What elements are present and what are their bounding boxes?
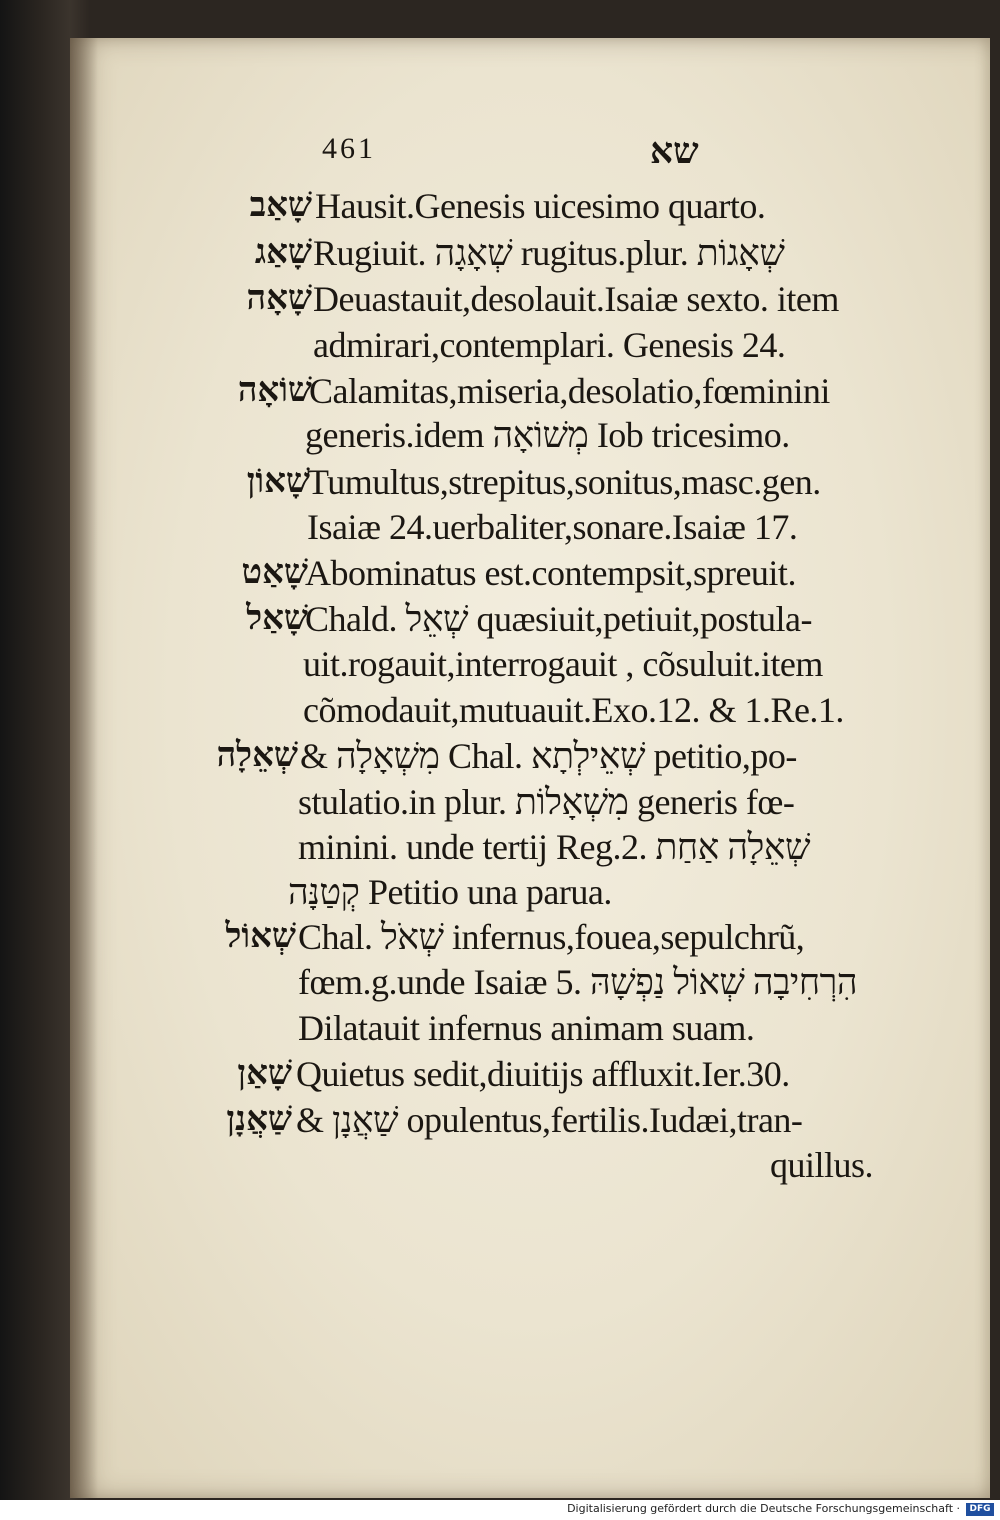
entry-line: stulatio.in plur. מִשְׁאָלוֹת generis fœ- (298, 782, 795, 822)
entry-line: fœm.g.unde Isaiæ 5. הִרְחִיבָה שְׁאוֹל נַפְשָׁהּ (298, 962, 858, 1002)
headword: שָׁאָה (246, 280, 312, 317)
entry-line: Dilatauit infernus animam suam. (298, 1008, 755, 1048)
headword: שׁוֹאָה (237, 372, 312, 409)
entry-line: Chal. שְׁאֹל infernus,fouea,sepulchrũ, (298, 917, 805, 957)
entry-line: generis.idem מְשׁוֹאָה Iob tricesimo. (305, 415, 790, 455)
headword: שָׁאוֹן (246, 463, 310, 500)
digitization-footer (0, 1500, 1000, 1520)
entry-line: קְטַנָּה Petitio una parua. (288, 872, 612, 912)
running-head: שא (650, 131, 699, 171)
headword: שָׁאַג (254, 234, 312, 271)
entry-line: admirari,contemplari. Genesis 24. (313, 325, 786, 365)
entry-line: Hausit.Genesis uicesimo quarto. (315, 186, 766, 226)
digitization-credit: Digitalisierung gefördert durch die Deutsche Forschungsgemeinschaft · (567, 1502, 960, 1515)
headword: שְׁאוֹל (225, 918, 296, 955)
entry-line: Quietus sedit,diuitijs affluxit.Ier.30. (296, 1054, 790, 1094)
page-number: 461 (322, 132, 376, 165)
entry-line: Calamitas,miseria,desolatio,fœminini (309, 371, 830, 411)
dfg-logo: DFG (966, 1503, 994, 1516)
entry-line: Deuastauit,desolauit.Isaiæ sexto. item (313, 279, 839, 319)
entry-line: uit.rogauit,interrogauit , cõsuluit.item (303, 644, 823, 684)
entry-line: cõmodauit,mutuauit.Exo.12. & 1.Re.1. (303, 690, 844, 730)
headword: שָׁאַב (249, 187, 312, 224)
entry-line: & מִשְׁאָלָה Chal. שְׁאֵילְתָא petitio,po- (300, 736, 797, 776)
headword: שַׁאֲנָן (226, 1101, 292, 1138)
entry-line: Abominatus est.contempsit,spreuit. (305, 553, 796, 593)
headword: שְׁאֵלָה (216, 737, 298, 774)
entry-line: Tumultus,strepitus,sonitus,masc.gen. (307, 462, 821, 502)
entry-line: minini. unde tertij Reg.2. שְׁאֵלָה אַחַת (298, 827, 810, 867)
entry-line: & שַׁאֲנָן opulentus,fertilis.Iudæi,tran- (296, 1100, 803, 1140)
headword: שָׁאַל (246, 600, 308, 637)
entry-line: quillus. (770, 1145, 874, 1185)
entry-line: Chald. שְׁאֵל quæsiuit,petiuit,postula- (305, 599, 812, 639)
entry-line: Isaiæ 24.uerbaliter,sonare.Isaiæ 17. (307, 507, 798, 547)
entry-line: Rugiuit. שְׁאָגָה rugitus.plur. שְׁאָגוֹת (313, 233, 785, 273)
headword: שָׁאַט (241, 554, 308, 591)
headword: שָׁאַן (237, 1055, 292, 1092)
